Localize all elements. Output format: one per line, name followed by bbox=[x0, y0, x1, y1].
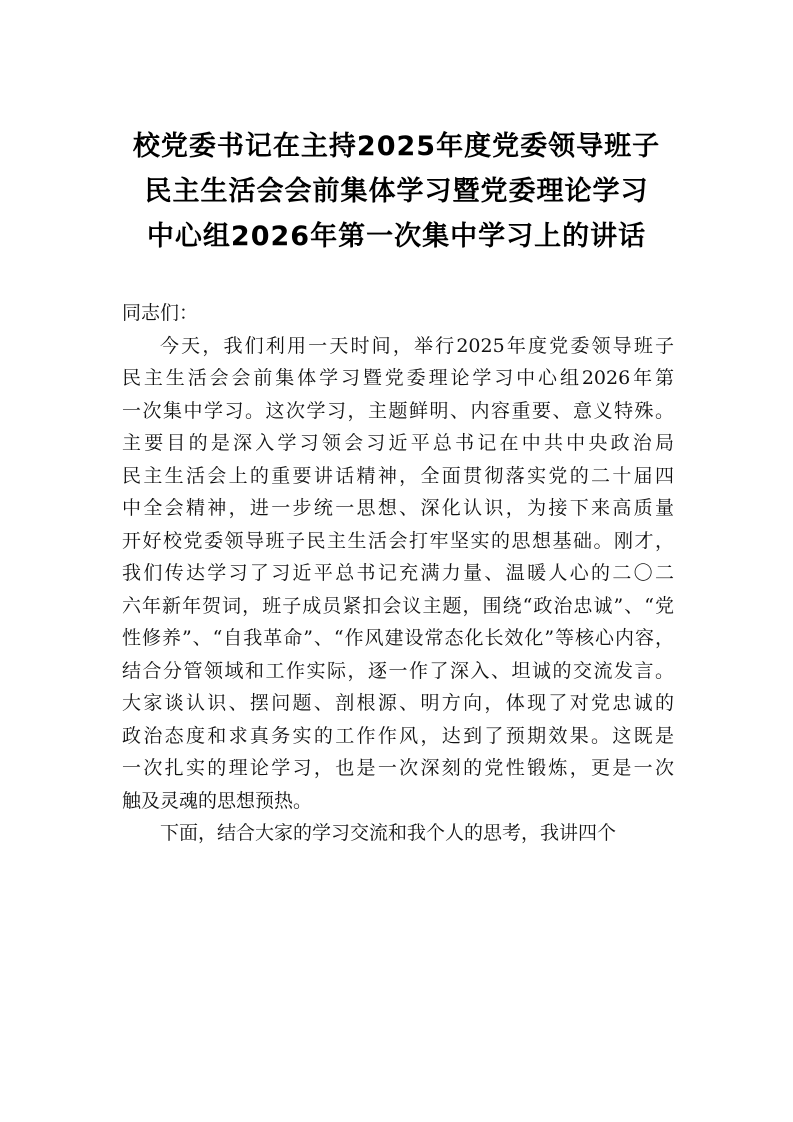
title-line-3: 中心组2026年第一次集中学习上的讲话 bbox=[146, 221, 647, 252]
paragraph-line: 大家谈认识、摆问题、剖根源、明方向，体现了对党忠诚的 bbox=[122, 692, 674, 714]
paragraph-line: 政治态度和求真务实的工作作风，达到了预期效果。这既是 bbox=[122, 724, 674, 747]
paragraph-1 bbox=[122, 330, 674, 818]
paragraph-line: 民主生活会会前集体学习暨党委理论学习中心组2026年第 bbox=[122, 367, 674, 389]
document-body bbox=[122, 297, 674, 850]
paragraph-line: 主要目的是深入学习领会习近平总书记在中共中央政治局 bbox=[122, 432, 674, 454]
paragraph-line: 我们传达学习了习近平总书记充满力量、温暖人心的二〇二 bbox=[122, 562, 674, 584]
paragraph-line: 性修养”、“自我革命”、“作风建设常态化长效化”等核心内容， bbox=[122, 627, 674, 649]
document-title bbox=[100, 124, 693, 259]
paragraph-line: 开好校党委领导班子民主生活会打牢坚实的思想基础。刚才， bbox=[122, 529, 674, 552]
paragraph-line: 民主生活会上的重要讲话精神，全面贯彻落实党的二十届四 bbox=[122, 464, 674, 487]
paragraph-line: 一次集中学习。这次学习，主题鲜明、内容重要、意义特殊。 bbox=[122, 399, 674, 422]
paragraph-line: 结合分管领域和工作实际，逐一作了深入、坦诚的交流发言。 bbox=[122, 659, 674, 682]
title-line-2: 民主生活会会前集体学习暨党委理论学习 bbox=[144, 176, 649, 207]
paragraph-line: 一次扎实的理论学习，也是一次深刻的党性锻炼，更是一次 bbox=[122, 757, 674, 779]
paragraph-line: 下面，结合大家的学习交流和我个人的思考，我讲四个 bbox=[160, 822, 617, 844]
paragraph-line: 触及灵魂的思想预热。 bbox=[122, 789, 313, 812]
paragraph-2 bbox=[122, 817, 674, 850]
title-line-1: 校党委书记在主持2025年度党委领导班子 bbox=[132, 131, 661, 162]
salutation: 同志们： bbox=[122, 302, 199, 324]
paragraph-line: 六年新年贺词，班子成员紧扣会议主题，围绕“政治忠诚”、“党 bbox=[122, 594, 674, 617]
paragraph-line: 中全会精神，进一步统一思想、深化认识，为接下来高质量 bbox=[122, 497, 674, 519]
paragraph-line: 今天，我们利用一天时间，举行2025年度党委领导班子 bbox=[160, 334, 674, 357]
